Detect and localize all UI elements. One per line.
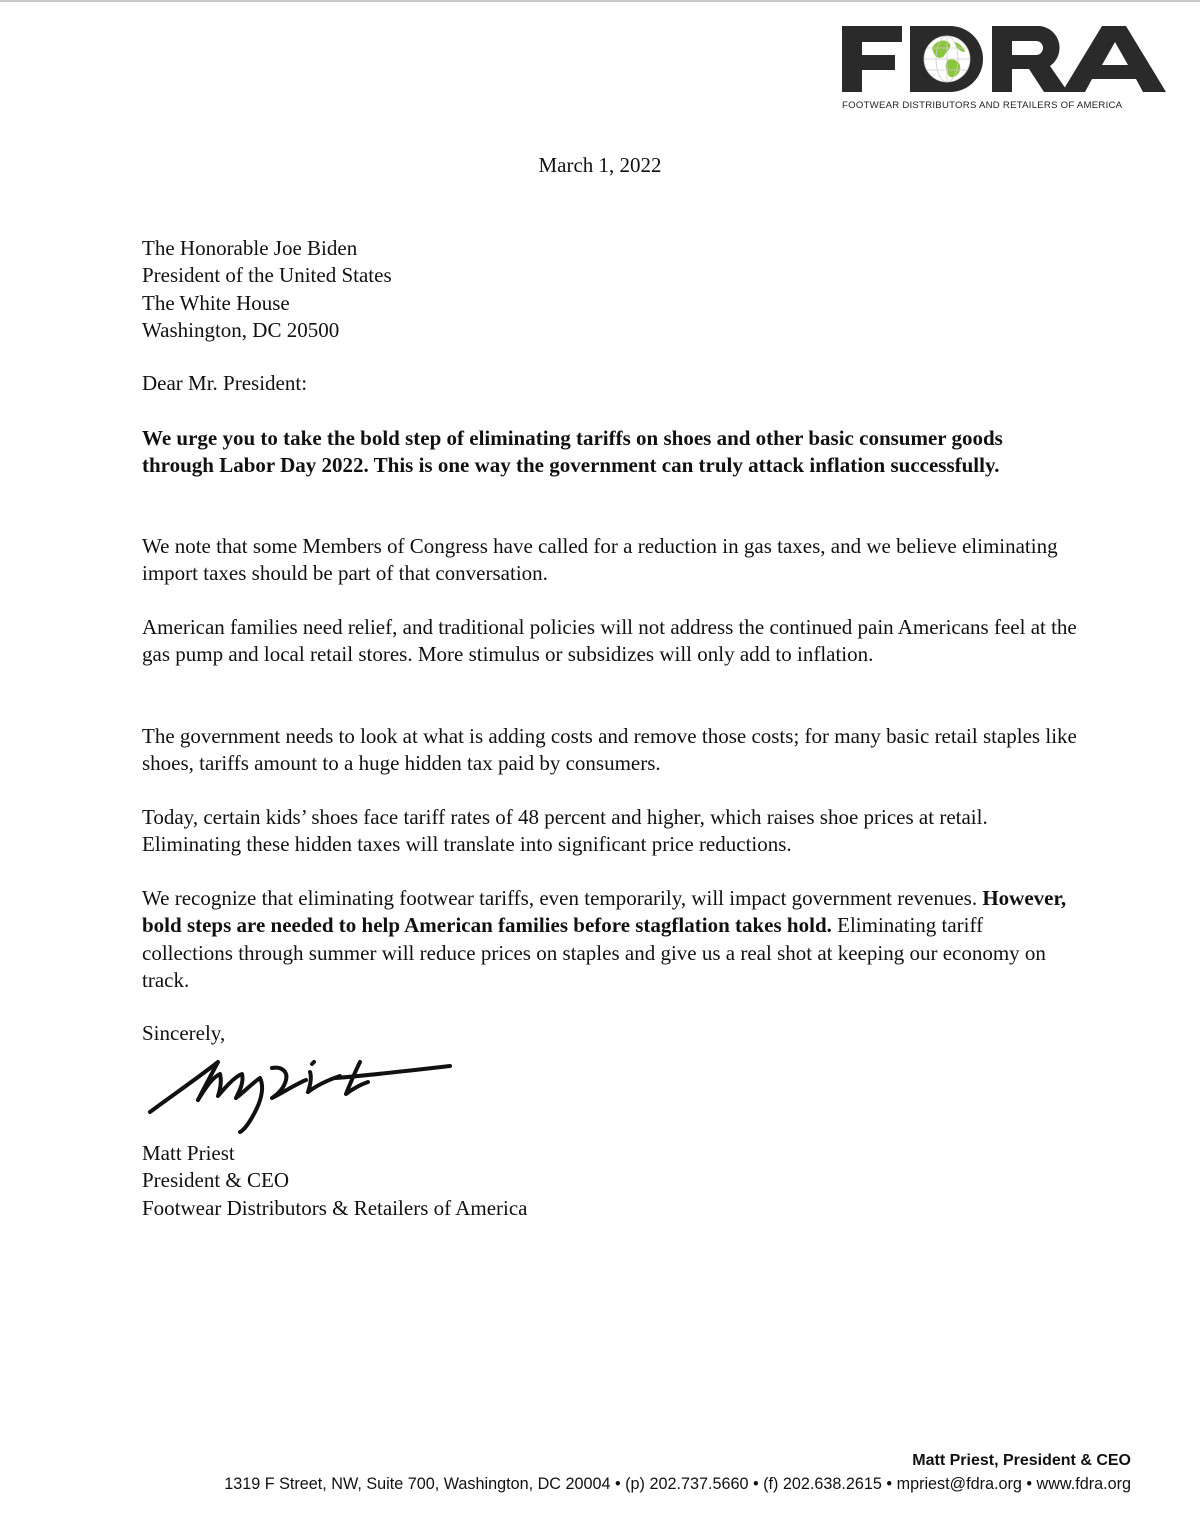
- body-paragraph-1: We note that some Members of Congress have called for a reduction in gas taxes, and we believe eliminating import taxes should be part of that conversation.: [142, 534, 1058, 586]
- body-paragraph-4: Today, certain kids’ shoes face tariff rates of 48 percent and higher, which raises shoe prices at retail. Eliminating these hidden taxes will translate into significant price reductions.: [142, 805, 988, 857]
- signer-block: [142, 1140, 1077, 1222]
- body-paragraph-3: The government needs to look at what is adding costs and remove those costs; for many basic retail staples like shoes, tariffs amount to a huge hidden tax paid by consumers.: [142, 724, 1077, 776]
- p5-end: Eliminating tariff collections through summer will reduce prices on staples and give us a real shot at keeping our economy on track.: [142, 913, 1046, 992]
- fdra-logo: [840, 22, 1170, 117]
- recipient-name: The Honorable Joe Biden: [142, 236, 358, 260]
- logo-tagline: FOOTWEAR DISTRIBUTORS AND RETAILERS OF AMERICA: [842, 100, 1123, 111]
- recipient-building: The White House: [142, 290, 290, 315]
- signer-organization: Footwear Distributors & Retailers of America: [142, 1195, 528, 1220]
- footer-name-title: Matt Priest, President & CEO: [912, 1452, 1131, 1469]
- p5-bold: However, bold steps are needed to help American families before stagflation takes hold.: [142, 886, 1067, 938]
- handwritten-signature: [140, 1042, 460, 1142]
- footer-contact-line: 1319 F Street, NW, Suite 700, Washington, DC 20004 • (p) 202.737.5660 • (f) 202.638.2615 • mpriest@fdra.org • www.fdra.org: [224, 1475, 1131, 1493]
- body-paragraph-2: American families need relief, and traditional policies will not address the continued pain Americans feel at the gas pump and local retail stores. More stimulus or subsidizes will only add to inflation.: [142, 615, 1077, 667]
- bold-intro-paragraph: We urge you to take the bold step of eliminating tariffs on shoes and other basic consumer goods through Labor Day 2022. This is one way the government can truly attack inflation successfully.: [142, 426, 1003, 478]
- letter-date: March 1, 2022: [538, 153, 662, 177]
- salutation: Dear Mr. President:: [142, 371, 308, 395]
- recipient-title: President of the United States: [142, 263, 392, 288]
- recipient-address: [142, 235, 1077, 344]
- signer-name: Matt Priest: [142, 1141, 235, 1165]
- body-paragraph-5: [142, 885, 1077, 994]
- top-border: [0, 0, 1200, 2]
- p5-start: We recognize that eliminating footwear tariffs, even temporarily, will impact government revenues.: [142, 886, 983, 910]
- closing: Sincerely,: [142, 1021, 226, 1045]
- fdra-logo-wordmark: [840, 22, 1170, 100]
- recipient-city: Washington, DC 20500: [142, 317, 340, 342]
- signer-title: President & CEO: [142, 1168, 289, 1193]
